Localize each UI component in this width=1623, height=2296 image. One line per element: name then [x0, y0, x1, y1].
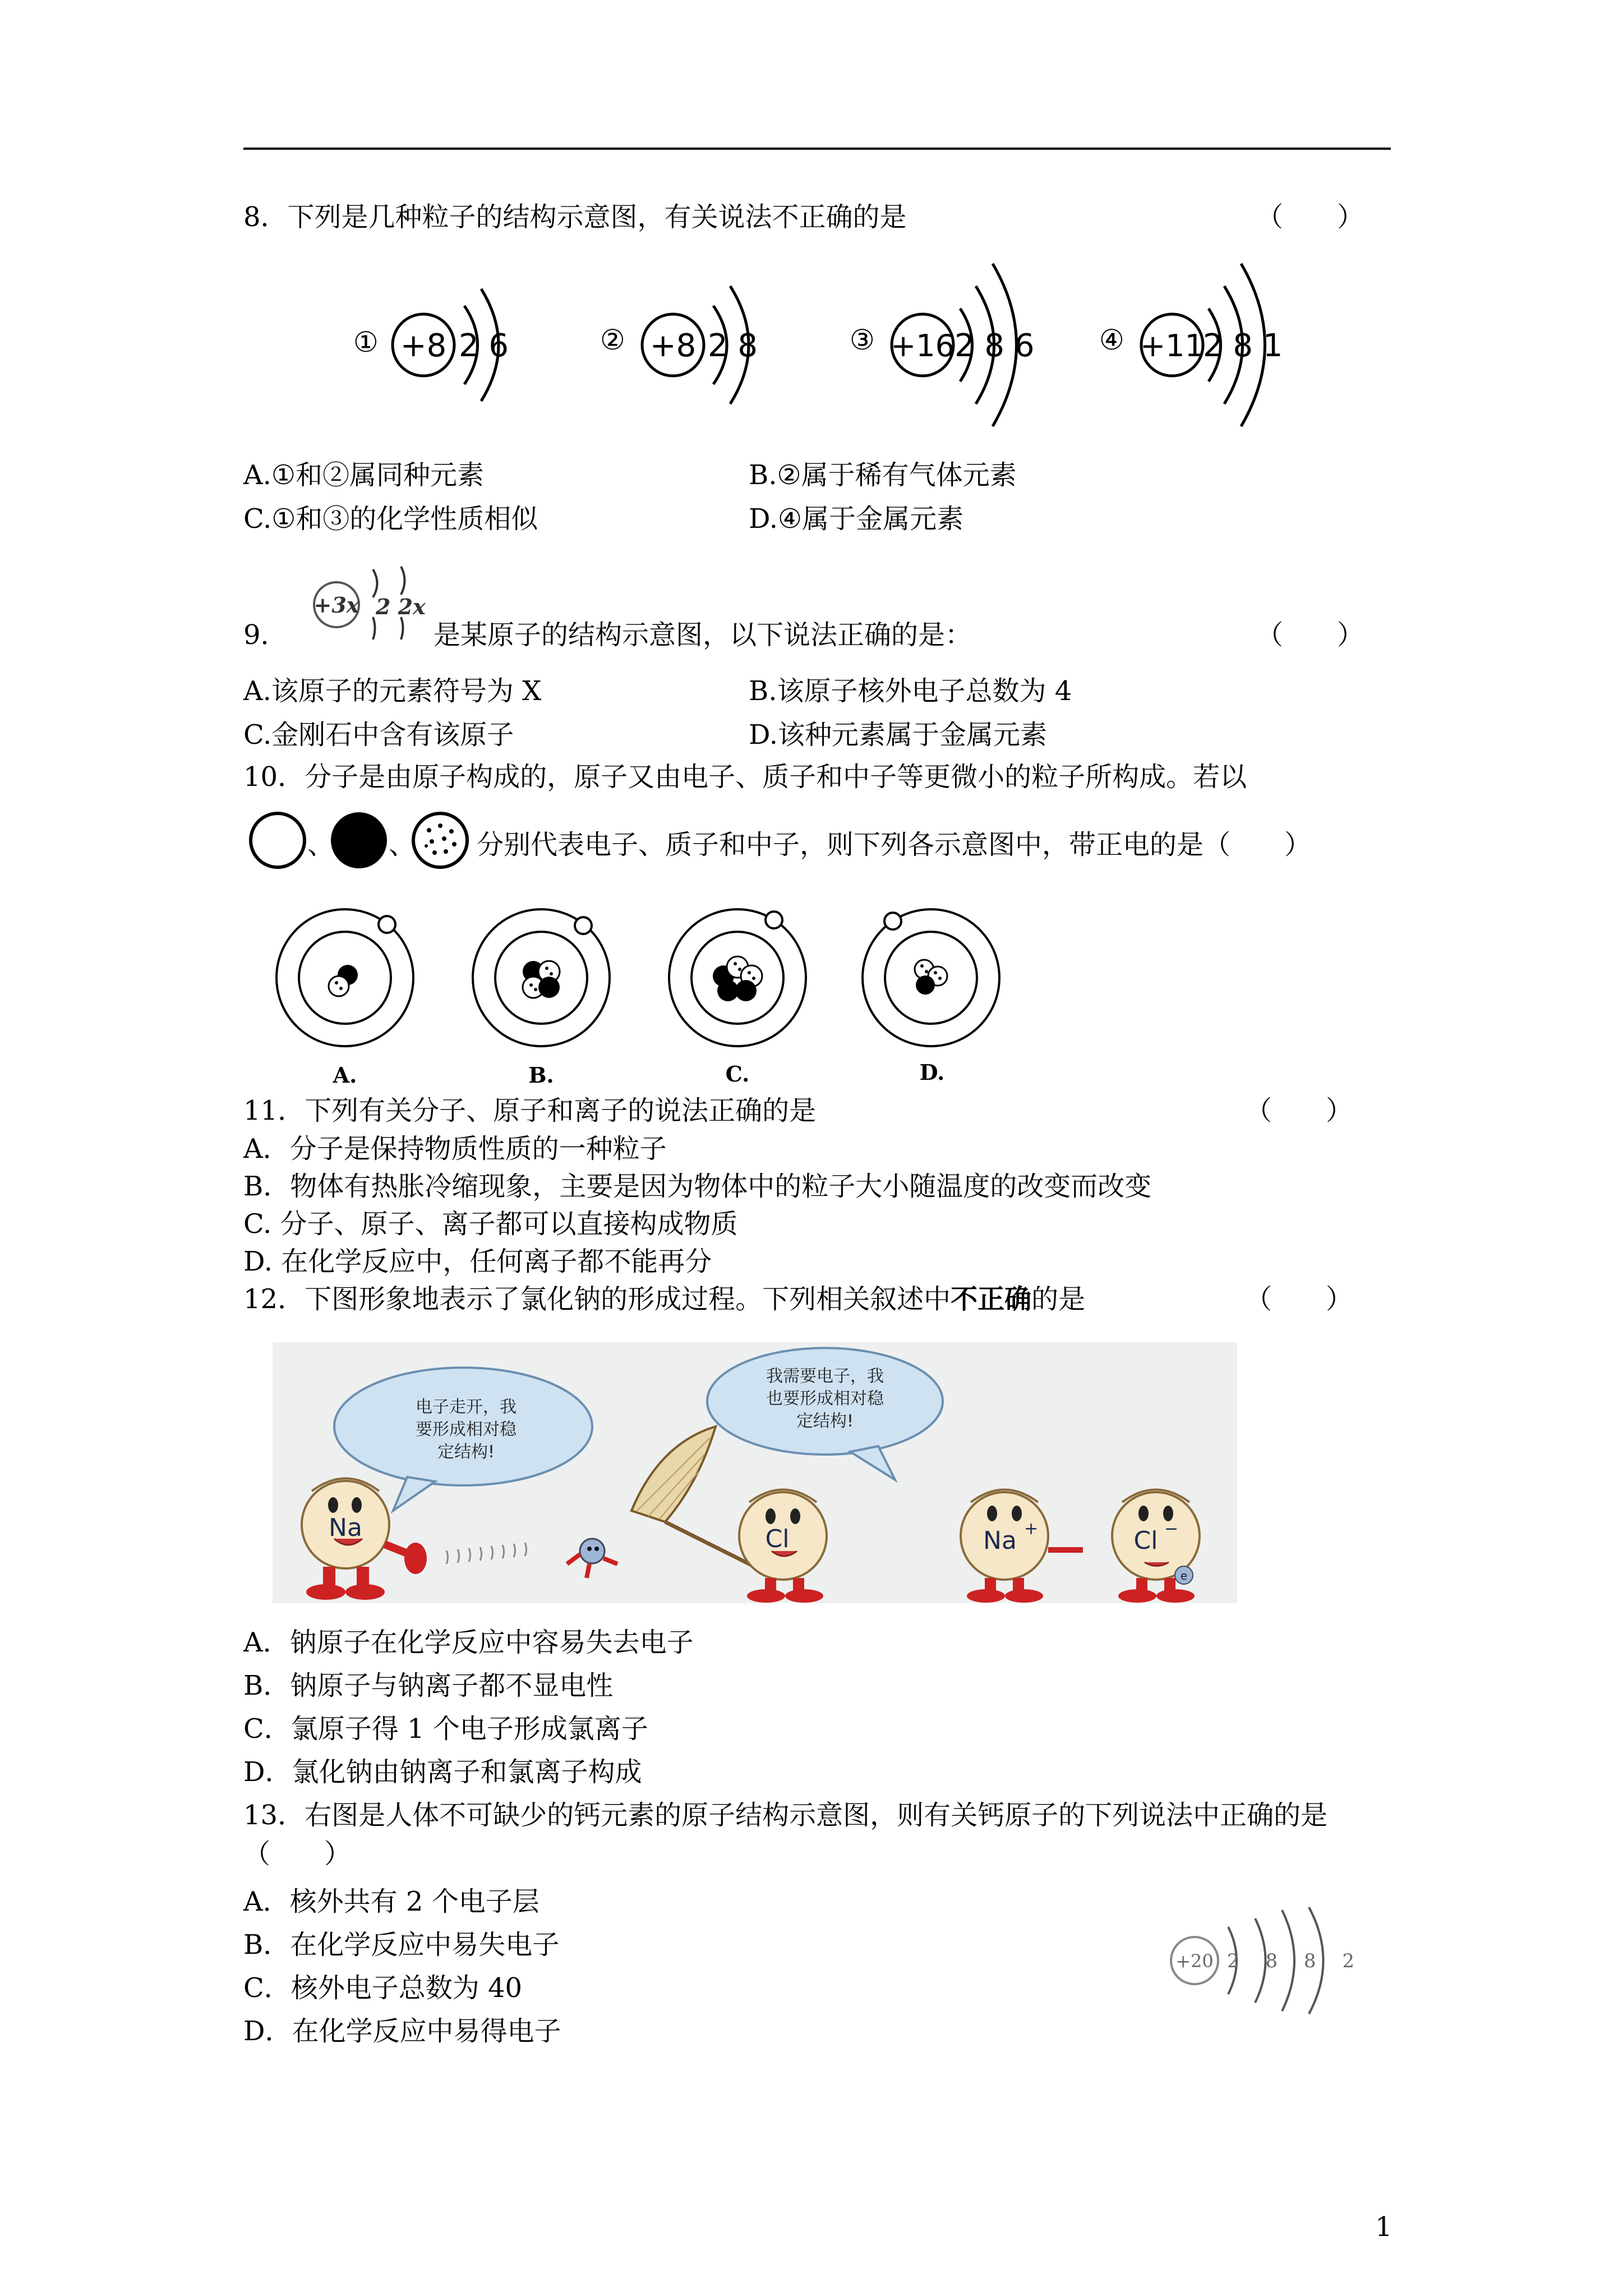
q10-model-c-label: C. — [725, 1061, 750, 1087]
model-b-electron — [575, 917, 592, 934]
q11-option-c: C. 分子、原子、离子都可以直接构成物质 — [243, 1208, 738, 1240]
q8-diagram-1-label: ① — [353, 326, 379, 358]
captured-electron-label: e — [1180, 1569, 1188, 1582]
q13-option-d: D．在化学反应中易得电子 — [243, 2016, 561, 2047]
q8-option-a: A.①和②属同种元素 — [243, 459, 484, 491]
bubble1-line2: 要形成相对稳 — [416, 1420, 517, 1439]
q8-diagram-2-nucleus: +8 — [649, 328, 697, 364]
bubble1-line3: 定结构! — [437, 1442, 495, 1462]
q8-answer-paren: （ ） — [1256, 201, 1364, 233]
q12-nacl-cartoon — [273, 1342, 1237, 1603]
bubble2-line2: 也要形成相对稳 — [766, 1389, 884, 1409]
q13-calcium-atom-diagram — [1161, 1899, 1364, 2017]
q9-stem: 是某原子的结构示意图，以下说法正确的是： — [434, 619, 972, 651]
q10-particle-legend — [247, 808, 482, 875]
q12-option-a: A．钠原子在化学反应中容易失去电子 — [243, 1627, 694, 1658]
q13-answer-paren: （ ） — [243, 1838, 352, 1870]
q9-diagram-nucleus: +3x — [313, 592, 359, 618]
q11-option-b: B．物体有热胀冷缩现象，主要是因为物体中的粒子大小随温度的改变而改变 — [243, 1171, 1152, 1202]
q12-stem-pre: 12．下图形象地表示了氯化钠的形成过程。下列相关叙述中 — [243, 1283, 951, 1315]
q9-number: 9． — [243, 619, 288, 651]
q9-option-d: D.该种元素属于金属元素 — [749, 719, 1048, 751]
na-label: Na — [329, 1513, 362, 1542]
q8-diagram-4-nucleus: +11 — [1140, 328, 1204, 364]
running-electron-character — [567, 1539, 617, 1578]
page-number: 1 — [1375, 2211, 1393, 2243]
cl-label: Cl — [765, 1525, 790, 1553]
q8-diagram-4-shells: 2 8 1 — [1203, 328, 1283, 364]
electron-symbol — [251, 813, 305, 867]
q12-answer-paren: （ ） — [1245, 1283, 1353, 1315]
q12-option-d: D．氯化钠由钠离子和氯离子构成 — [243, 1756, 642, 1788]
q9-option-a: A.该原子的元素符号为 X — [243, 675, 542, 707]
q12-stem-emphasis: 不正确 — [951, 1283, 1032, 1315]
bubble1-line1: 电子走开，我 — [416, 1397, 517, 1417]
q10-model-a-label: A. — [333, 1062, 357, 1088]
model-d-electron — [884, 913, 901, 930]
q11-answer-paren: （ ） — [1245, 1095, 1353, 1126]
q12-stem-post: 的是 — [1031, 1283, 1086, 1315]
q8-atom-diagrams — [336, 255, 1301, 440]
q8-diagram-2-shells: 2 8 — [708, 328, 758, 364]
q9-diagram-shells: 2 2x — [376, 594, 426, 619]
q8-option-d: D.④属于金属元素 — [749, 503, 964, 535]
q10-atom-models — [269, 898, 1054, 1099]
q13-option-b: B．在化学反应中易失电子 — [243, 1929, 560, 1961]
q12-option-b: B．钠原子与钠离子都不显电性 — [243, 1670, 614, 1701]
q8-option-c: C.①和③的化学性质相似 — [243, 503, 538, 535]
q8-diagram-3-shells: 2 8 6 — [955, 328, 1035, 364]
bubble2-line1: 我需要电子，我 — [766, 1366, 884, 1386]
q8-diagram-1-shells: 2 6 — [459, 328, 509, 364]
q13-diagram-nucleus: +20 — [1175, 1950, 1214, 1972]
q13-stem: 13．右图是人体不可缺少的钙元素的原子结构示意图，则有关钙原子的下列说法中正确的是 — [243, 1800, 1328, 1831]
model-c-electron — [766, 912, 782, 928]
cl-ion-label: Cl — [1133, 1526, 1158, 1555]
header-rule — [243, 148, 1391, 150]
q8-diagram-3-label: ③ — [850, 324, 875, 356]
na-ion-charge: + — [1024, 1519, 1039, 1539]
q8-diagram-2-label: ② — [600, 324, 625, 356]
q10-model-b-label: B. — [528, 1062, 554, 1088]
proton-symbol — [331, 812, 387, 868]
q8-diagram-3-nucleus: +16 — [891, 328, 955, 364]
bubble2-line3: 定结构! — [796, 1411, 854, 1431]
cl-ion-charge: − — [1164, 1519, 1179, 1539]
q10-separator-1: 、 — [307, 829, 335, 861]
q8-option-b: B.②属于稀有气体元素 — [749, 459, 1017, 491]
q10-line1: 10．分子是由原子构成的，原子又由电子、质子和中子等更微小的粒子所构成。若以 — [243, 761, 1247, 793]
q9-answer-paren: （ ） — [1256, 619, 1364, 651]
model-a-electron — [379, 916, 395, 933]
na-ion-label: Na — [983, 1526, 1017, 1555]
q9-option-b: B.该原子核外电子总数为 4 — [749, 675, 1072, 707]
nacl-cartoon-art — [273, 1342, 1237, 1603]
neutron-symbol — [413, 813, 467, 867]
q11-option-d: D. 在化学反应中，任何离子都不能再分 — [243, 1246, 712, 1277]
q8-diagram-1-nucleus: +8 — [400, 328, 447, 364]
q12-option-c: C．氯原子得 1 个电子形成氯离子 — [243, 1713, 648, 1745]
q13-option-a: A．核外共有 2 个电子层 — [243, 1886, 540, 1917]
q10-separator-2: 、 — [389, 829, 416, 861]
butterfly-net — [631, 1427, 755, 1567]
q10-line2: 分别代表电子、质子和中子，则下列各示意图中，带正电的是（ ） — [477, 829, 1312, 861]
q10-model-d-label: D. — [919, 1060, 945, 1085]
q13-option-c: C．核外电子总数为 40 — [243, 1972, 523, 2004]
q8-diagram-4-label: ④ — [1099, 324, 1124, 356]
na-ion-character — [961, 1490, 1083, 1603]
q9-option-c: C.金刚石中含有该原子 — [243, 719, 514, 751]
q8-stem: 8．下列是几种粒子的结构示意图，有关说法不正确的是 — [243, 201, 907, 233]
q11-stem: 11．下列有关分子、原子和离子的说法正确的是 — [243, 1095, 817, 1126]
q9-atom-diagram — [303, 561, 437, 645]
q11-option-a: A．分子是保持物质性质的一种粒子 — [243, 1133, 667, 1165]
q12-stem — [243, 1282, 1085, 1316]
q13-diagram-shells: 2 8 8 2 — [1227, 1950, 1364, 1972]
